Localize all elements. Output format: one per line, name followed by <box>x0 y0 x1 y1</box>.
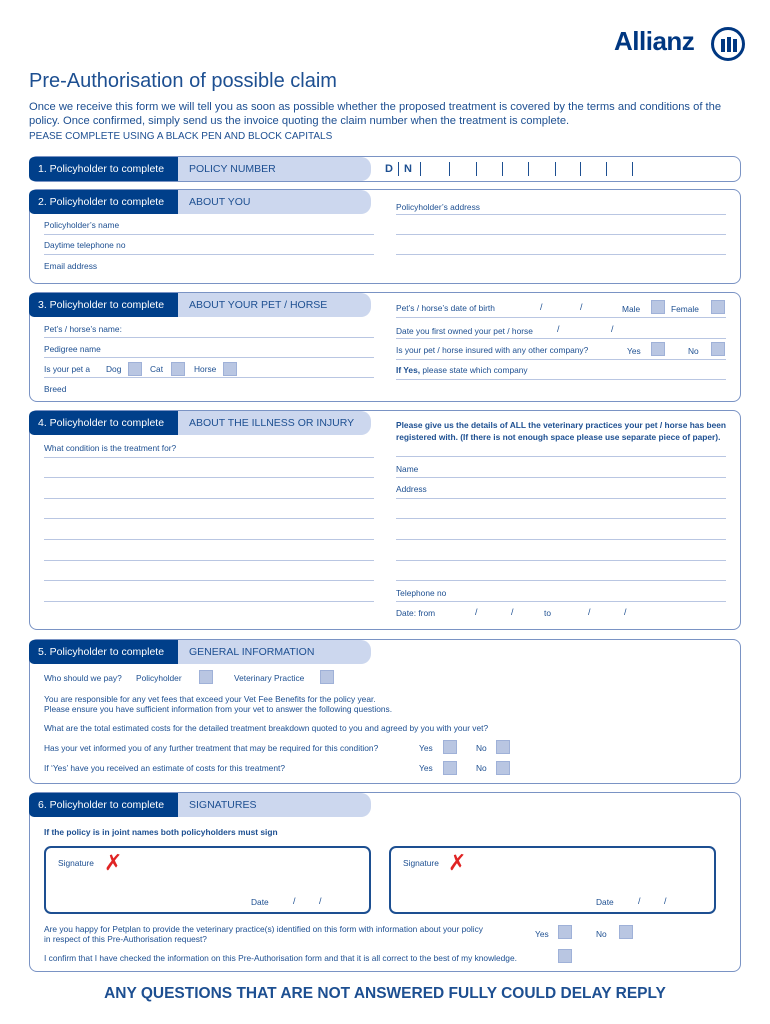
responsibility-text-1: You are responsible for any vet fees that exceed your Vet Fee Benefits for the policy year. <box>44 694 376 704</box>
joint-names-note: If the policy is in joint names both policyholders must sign <box>44 827 278 837</box>
insured-no-label: No <box>688 346 699 356</box>
dog-label: Dog <box>106 364 122 374</box>
estimate-received-label: If ‘Yes’ have you received an estimate of costs for this treatment? <box>44 763 285 773</box>
company-field[interactable] <box>396 379 726 380</box>
policy-digit-divider <box>580 162 581 176</box>
female-label: Female <box>671 304 699 314</box>
insured-yes-checkbox[interactable] <box>651 342 665 356</box>
policy-digit-divider <box>502 162 503 176</box>
section-1-heading: POLICY NUMBER <box>178 157 371 181</box>
vet-address-line[interactable] <box>396 539 726 540</box>
consent-yes-label: Yes <box>535 929 549 939</box>
pedigree-label: Pedigree name <box>44 344 101 354</box>
section-6-heading: SIGNATURES <box>178 793 371 817</box>
section-2-heading: ABOUT YOU <box>178 190 371 214</box>
footer-warning: ANY QUESTIONS THAT ARE NOT ANSWERED FULLY COULD DELAY REPLY <box>104 985 666 1002</box>
cat-checkbox[interactable] <box>171 362 185 376</box>
consent-no-label: No <box>596 929 607 939</box>
insured-no-checkbox[interactable] <box>711 342 725 356</box>
date-separator: / <box>557 324 560 334</box>
condition-line[interactable] <box>44 560 374 561</box>
section-6-tab: 6. Policyholder to complete <box>29 793 178 817</box>
condition-line[interactable] <box>44 457 374 458</box>
other-insurance-label: Is your pet / horse insured with any other company? <box>396 345 589 355</box>
consent-no-checkbox[interactable] <box>619 925 633 939</box>
policy-digit-divider <box>555 162 556 176</box>
section-4-heading: ABOUT THE ILLNESS OR INJURY <box>178 411 371 435</box>
policy-prefix-n: N <box>404 163 412 175</box>
vet-address-line[interactable] <box>396 498 726 499</box>
consent-yes-checkbox[interactable] <box>558 925 572 939</box>
if-yes-company-label: If Yes, please state which company <box>396 365 528 375</box>
date-separator: / <box>319 896 322 906</box>
date-separator: / <box>611 324 614 334</box>
section-5-tab: 5. Policyholder to complete <box>29 640 178 664</box>
male-label: Male <box>622 304 641 314</box>
cross-icon: ✗ <box>104 850 123 875</box>
daytime-phone-label: Daytime telephone no <box>44 240 126 250</box>
condition-label: What condition is the treatment for? <box>44 443 177 453</box>
cat-label: Cat <box>150 364 164 374</box>
brand-logo-text: Allianz <box>614 26 695 56</box>
pay-vet-practice-label: Veterinary Practice <box>234 673 305 683</box>
estimate-yes-checkbox[interactable] <box>443 761 457 775</box>
cross-icon: ✗ <box>448 850 467 875</box>
pet-name-label: Pet’s / horse’s name: <box>44 324 122 334</box>
date-separator: / <box>624 607 627 617</box>
pet-name-field[interactable] <box>44 337 374 338</box>
petplan-consent-text-2: in respect of this Pre-Authorisation request? <box>44 934 207 944</box>
date-separator: / <box>664 896 667 906</box>
condition-line[interactable] <box>44 498 374 499</box>
policy-prefix-d: D <box>385 163 393 175</box>
policy-digit-divider <box>632 162 633 176</box>
vet-address-line[interactable] <box>396 518 726 519</box>
insured-rule <box>396 359 726 360</box>
address-line[interactable] <box>396 254 726 255</box>
estimated-costs-label: What are the total estimated costs for the detailed treatment breakdown quoted to you and agreed by you with your vet? <box>44 723 489 733</box>
section-2-tab: 2. Policyholder to complete <box>29 190 178 214</box>
pet-type-label: Is your pet a <box>44 364 91 374</box>
date-separator: / <box>588 607 591 617</box>
vet-details-instruction: Please give us the details of ALL the veterinary practices your pet / horse has been registered with. (If there is not enough space please use separate piece of paper). <box>396 420 726 442</box>
dog-checkbox[interactable] <box>128 362 142 376</box>
further-yes-label: Yes <box>419 743 433 753</box>
vet-name-label: Name <box>396 464 419 474</box>
policyholder-address-label: Policyholder’s address <box>396 202 480 212</box>
date-separator: / <box>638 896 641 906</box>
vet-details-rule <box>396 456 726 457</box>
signature-label-2: Signature <box>403 858 439 868</box>
policyholder-name-label: Policyholder’s name <box>44 220 120 230</box>
intro-text: Once we receive this form we will tell you as soon as possible whether the proposed treatment is covered by the terms and conditions of the policy. Once confirmed, simply send us the invoice quoting the claim number when the treatment is complete. <box>29 101 722 127</box>
email-label: Email address <box>44 261 98 271</box>
policy-digit-divider <box>606 162 607 176</box>
instruction-text: PEASE COMPLETE USING A BLACK PEN AND BLOCK CAPITALS <box>29 131 333 142</box>
date-separator: / <box>293 896 296 906</box>
section-5-heading: GENERAL INFORMATION <box>178 640 371 664</box>
section-3-heading: ABOUT YOUR PET / HORSE <box>178 293 371 317</box>
allianz-logo-icon <box>711 27 745 61</box>
date-owned-label: Date you first owned your pet / horse <box>396 326 533 336</box>
vet-address-label: Address <box>396 484 427 494</box>
policy-digit-divider <box>528 162 529 176</box>
vet-name-field[interactable] <box>396 477 726 478</box>
policy-digit-divider <box>476 162 477 176</box>
date-separator: / <box>475 607 478 617</box>
signature-date-label-2: Date <box>596 897 614 907</box>
female-checkbox[interactable] <box>711 300 725 314</box>
pet-dob-label: Pet’s / horse’s date of birth <box>396 303 495 313</box>
petplan-consent-text-1: Are you happy for Petplan to provide the veterinary practice(s) identified on this form with information about your policy <box>44 924 483 934</box>
daytime-phone-field[interactable] <box>44 254 374 255</box>
horse-label: Horse <box>194 364 217 374</box>
pet-dob-rule <box>396 317 726 318</box>
responsibility-text-2: Please ensure you have sufficient information from your vet to answer the following questions. <box>44 704 393 714</box>
date-from-label: Date: from <box>396 608 436 618</box>
vet-telephone-label: Telephone no <box>396 588 447 598</box>
confirmation-text: I confirm that I have checked the information on this Pre-Authorisation form and that it is all correct to the best of my knowledge. <box>44 953 517 963</box>
section-1-tab: 1. Policyholder to complete <box>29 157 178 181</box>
date-separator: / <box>511 607 514 617</box>
pet-type-rule <box>44 377 374 378</box>
condition-line[interactable] <box>44 539 374 540</box>
condition-line[interactable] <box>44 601 374 602</box>
policy-digit-divider <box>398 162 399 176</box>
further-yes-checkbox[interactable] <box>443 740 457 754</box>
signature-date-label-1: Date <box>251 897 269 907</box>
insured-yes-label: Yes <box>627 346 641 356</box>
signature-label-1: Signature <box>58 858 94 868</box>
confirmation-checkbox[interactable] <box>558 949 572 963</box>
section-3-tab: 3. Policyholder to complete <box>29 293 178 317</box>
estimate-yes-label: Yes <box>419 763 433 773</box>
pay-vet-practice-checkbox[interactable] <box>320 670 334 684</box>
breed-label: Breed <box>44 384 67 394</box>
further-no-label: No <box>476 743 487 753</box>
date-owned-rule <box>396 338 726 339</box>
estimate-no-label: No <box>476 763 487 773</box>
policy-digit-divider <box>449 162 450 176</box>
who-pay-label: Who should we pay? <box>44 673 122 683</box>
vet-address-line[interactable] <box>396 580 726 581</box>
policy-digit-divider <box>420 162 421 176</box>
pay-policyholder-label: Policyholder <box>136 673 182 683</box>
further-treatment-label: Has your vet informed you of any further treatment that may be required for this condition? <box>44 743 379 753</box>
pay-policyholder-checkbox[interactable] <box>199 670 213 684</box>
further-no-checkbox[interactable] <box>496 740 510 754</box>
condition-line[interactable] <box>44 518 374 519</box>
page-title: Pre-Authorisation of possible claim <box>29 70 337 92</box>
pedigree-field[interactable] <box>44 357 374 358</box>
estimate-no-checkbox[interactable] <box>496 761 510 775</box>
male-checkbox[interactable] <box>651 300 665 314</box>
condition-line[interactable] <box>44 580 374 581</box>
address-line[interactable] <box>396 214 726 215</box>
date-to-label: to <box>544 608 551 618</box>
vet-address-line[interactable] <box>396 560 726 561</box>
date-separator: / <box>540 302 543 312</box>
date-separator: / <box>580 302 583 312</box>
vet-telephone-field[interactable] <box>396 601 726 602</box>
address-line[interactable] <box>396 234 726 235</box>
section-4-tab: 4. Policyholder to complete <box>29 411 178 435</box>
horse-checkbox[interactable] <box>223 362 237 376</box>
policyholder-name-field[interactable] <box>44 234 374 235</box>
condition-line[interactable] <box>44 477 374 478</box>
